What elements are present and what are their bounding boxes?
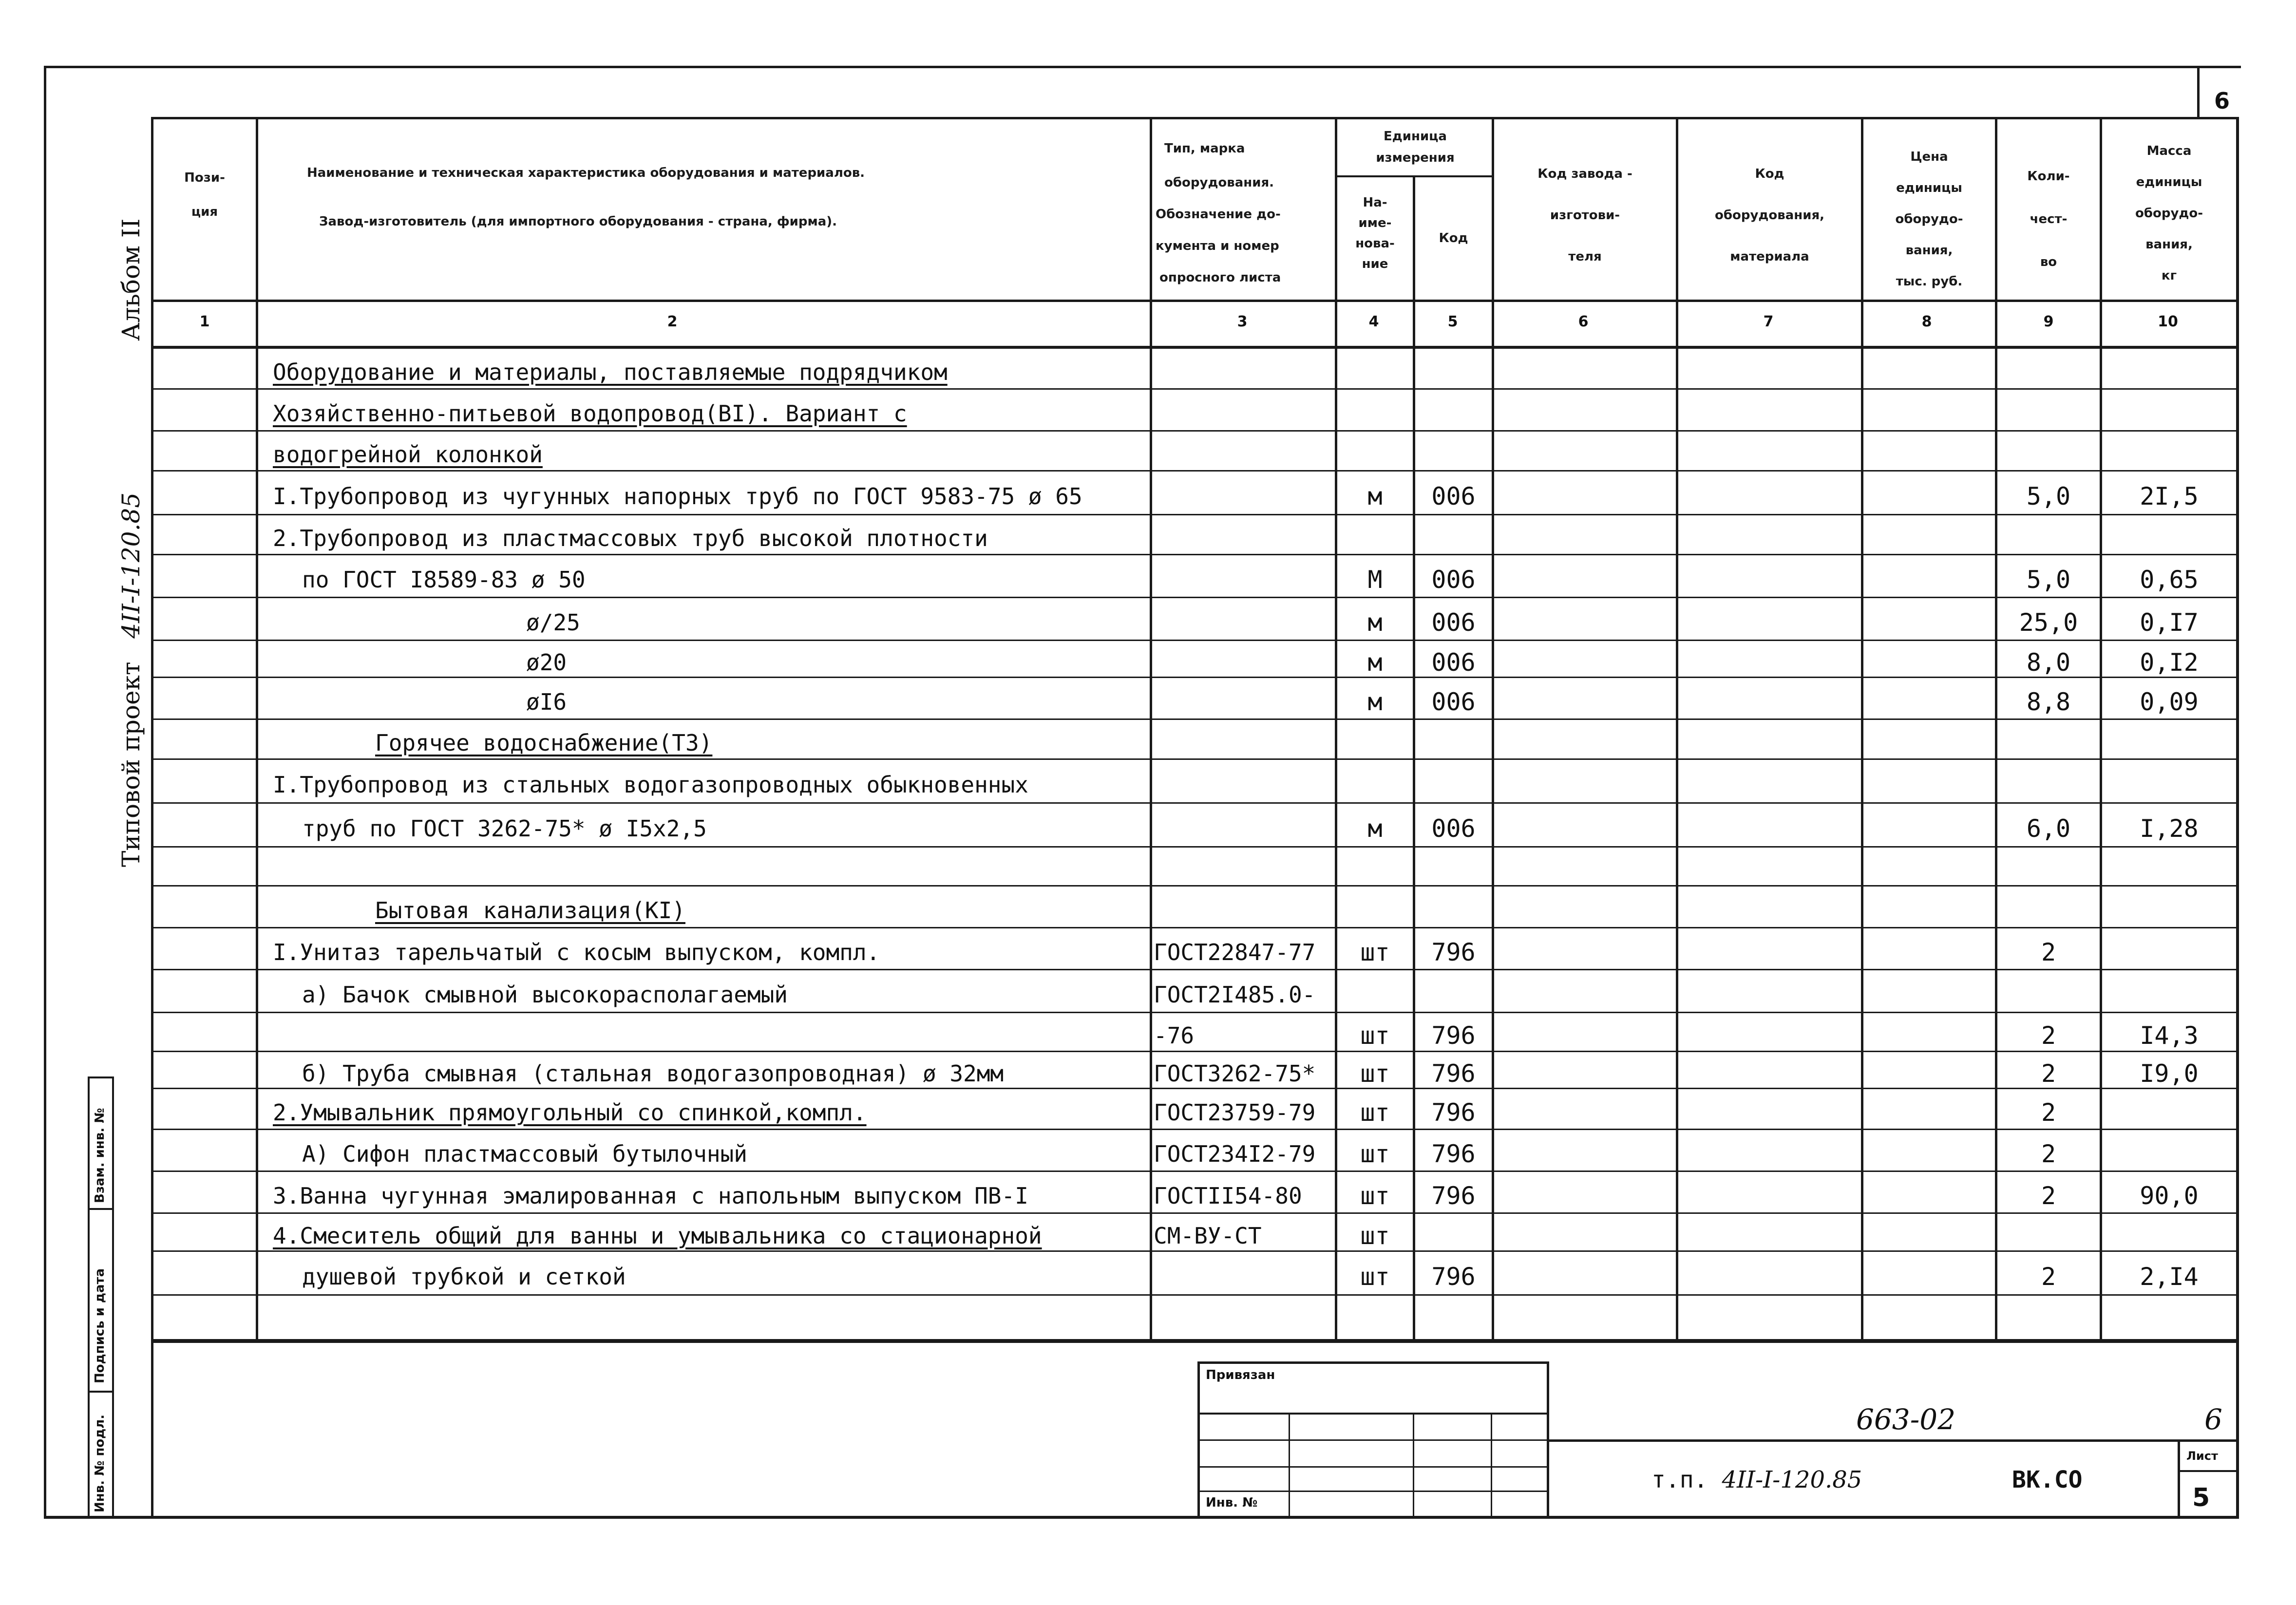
- hdr-quantity: Коли- чест- во: [2027, 169, 2070, 269]
- tb-main-top: [1548, 1439, 2239, 1442]
- hdr-type-line4: кумента и номер: [1156, 239, 1279, 253]
- row-qty: 2: [2041, 1182, 2056, 1210]
- hdr-unit-group: Единица измерения: [1376, 129, 1455, 165]
- row-name: 2.Умывальник прямоугольный со спинкой,компл.: [273, 1099, 867, 1126]
- row-name: а) Бачок смывной высокорасполагаемый: [302, 982, 788, 1008]
- row-name: душевой трубкой и сеткой: [302, 1264, 626, 1290]
- row-name: водогрейной колонкой: [273, 441, 543, 468]
- inner-frame-left: [151, 117, 153, 1517]
- row-divider: [151, 640, 2239, 641]
- hdr-factory-code: Код завода - изготови- теля: [1537, 167, 1632, 264]
- row-unit: шт: [1360, 1021, 1390, 1050]
- row-unit: М: [1367, 566, 1383, 594]
- row-divider: [151, 885, 2239, 887]
- row-mass: 90,0: [2140, 1182, 2199, 1210]
- typical-project-text: Типовой проект: [117, 661, 145, 867]
- album-label: Альбом II: [117, 218, 145, 341]
- header-bottom: [151, 300, 2239, 302]
- tb-sheet-handwritten: 6: [2204, 1403, 2222, 1436]
- row-name: øI6: [526, 689, 567, 715]
- row-name: по ГОСТ I8589-83 ø 50: [302, 566, 586, 593]
- row-divider: [151, 718, 2239, 720]
- hdr-equipment-code: Код оборудования, материала: [1714, 167, 1825, 264]
- row-name: б) Труба смывная (стальная водогазопроводная) ø 32мм: [302, 1060, 1004, 1087]
- col-line-5: [1492, 117, 1494, 1342]
- row-qty: 2: [2041, 1021, 2056, 1050]
- row-qty: 5,0: [2026, 482, 2071, 510]
- sheet-box-left: [2197, 66, 2200, 119]
- tb-inv-no: Инв. №: [1206, 1495, 1258, 1510]
- table-bottom: [151, 1341, 2239, 1343]
- row-name: А) Сифон пластмассовый бутылочный: [302, 1141, 747, 1167]
- tb-sheet-label: Лист: [2186, 1449, 2218, 1463]
- col-line-6: [1676, 117, 1678, 1342]
- hdr-unit-mass: Масса единицы оборудо- вания, кг: [2135, 144, 2203, 283]
- row-name: 2.Трубопровод из пластмассовых труб высокой плотности: [273, 525, 988, 551]
- row-mass: I,28: [2140, 814, 2199, 843]
- row-type: ГОСТ2I485.0-: [1154, 982, 1316, 1008]
- row-name: Хозяйственно-питьевой водопровод(BI). Вариант с: [273, 400, 907, 427]
- row-qty: 8,0: [2026, 648, 2071, 677]
- tb-v3: [1491, 1413, 1492, 1517]
- hdr-unit-price: Цена единицы оборудо- вания, тыс. руб.: [1895, 150, 1963, 289]
- row-unit: шт: [1360, 1263, 1390, 1291]
- row-divider: [151, 758, 2239, 760]
- row-unit: шт: [1360, 1098, 1390, 1127]
- row-unit: м: [1367, 648, 1383, 677]
- row-divider: [151, 1294, 2239, 1296]
- row-name: Горячее водоснабжение(ТЗ): [375, 730, 713, 756]
- row-name: ø/25: [526, 609, 580, 636]
- row-name: I.Унитаз тарельчатый с косым выпуском, компл.: [273, 939, 880, 965]
- row-unit: м: [1367, 814, 1383, 843]
- row-code: 796: [1431, 1263, 1476, 1291]
- row-qty: 5,0: [2026, 566, 2071, 594]
- colnum-1: 1: [199, 313, 210, 330]
- stamp-sep-3: [88, 1391, 114, 1393]
- row-code: 796: [1431, 938, 1476, 966]
- row-unit: шт: [1360, 938, 1390, 966]
- stamp-sep-2: [88, 1208, 114, 1210]
- row-qty: 25,0: [2019, 608, 2078, 637]
- tb-doc-number: 663-02: [1856, 1403, 1956, 1436]
- tb-sheet-value: 5: [2192, 1483, 2210, 1512]
- row-divider: [151, 677, 2239, 678]
- row-unit: шт: [1360, 1222, 1390, 1250]
- col-line-2: [1150, 117, 1152, 1342]
- row-code: 006: [1431, 814, 1476, 843]
- tb-top: [1197, 1361, 1548, 1364]
- row-divider: [151, 470, 2239, 472]
- frame-top-table: [151, 117, 2239, 119]
- col-line-9: [2100, 117, 2102, 1342]
- tb-h3: [1197, 1466, 1548, 1468]
- row-mass: 0,I2: [2140, 648, 2199, 677]
- hdr-position: Пози- ция: [184, 170, 225, 219]
- row-divider: [151, 597, 2239, 598]
- col-line-7: [1861, 117, 1863, 1342]
- hdr-type-line1: Тип, марка: [1164, 141, 1245, 156]
- row-mass: 2,I4: [2140, 1263, 2199, 1291]
- tb-v1: [1289, 1413, 1290, 1517]
- row-qty: 2: [2041, 938, 2056, 966]
- tb-project-ref-prefix: т.п.: [1651, 1466, 1708, 1493]
- frame-right: [2236, 117, 2239, 1517]
- typical-project-label: [117, 492, 145, 867]
- outer-frame-left: [44, 66, 46, 1517]
- tb-privyazan: Привязан: [1206, 1368, 1275, 1382]
- row-divider: [151, 514, 2239, 515]
- row-qty: 8,8: [2026, 688, 2071, 716]
- row-divider: [151, 388, 2239, 390]
- tb-h2: [1197, 1439, 1548, 1441]
- row-divider: [151, 969, 2239, 970]
- row-code: 796: [1431, 1182, 1476, 1210]
- row-divider: [151, 554, 2239, 555]
- row-unit: м: [1367, 608, 1383, 637]
- row-type: СМ-ВУ-СТ: [1154, 1223, 1262, 1249]
- row-qty: 2: [2041, 1140, 2056, 1168]
- colnum-6: 6: [1578, 313, 1589, 330]
- row-code: 006: [1431, 608, 1476, 637]
- row-code: 796: [1431, 1098, 1476, 1127]
- row-unit: м: [1367, 688, 1383, 716]
- row-qty: 2: [2041, 1098, 2056, 1127]
- hdr-type-line3: Обозначение до-: [1156, 207, 1281, 222]
- row-type: ГОСТ23759-79: [1154, 1099, 1316, 1126]
- tb-h1: [1197, 1413, 1548, 1415]
- row-code: 796: [1431, 1059, 1476, 1088]
- row-code: 796: [1431, 1140, 1476, 1168]
- row-divider: [151, 802, 2239, 804]
- row-mass: I4,3: [2140, 1021, 2199, 1050]
- row-name: I.Трубопровод из чугунных напорных труб по ГОСТ 9583-75 ø 65: [273, 483, 1082, 510]
- row-type: ГОСТ234I2-79: [1154, 1141, 1316, 1167]
- tb-h4: [1197, 1491, 1548, 1492]
- row-unit: м: [1367, 482, 1383, 510]
- row-divider: [151, 1129, 2239, 1130]
- row-qty: 6,0: [2026, 814, 2071, 843]
- colnum-9: 9: [2043, 313, 2054, 330]
- tb-v2: [1413, 1413, 1414, 1517]
- colnum-7: 7: [1763, 313, 1774, 330]
- row-name: 4.Смеситель общий для ванны и умывальника со стационарной: [273, 1223, 1042, 1249]
- row-mass: 0,65: [2140, 566, 2199, 594]
- row-divider: [151, 927, 2239, 928]
- colnum-5: 5: [1447, 313, 1458, 330]
- row-code: 796: [1431, 1021, 1476, 1050]
- hdr-type-line2: оборудования.: [1164, 175, 1274, 190]
- col-line-1: [256, 117, 258, 1342]
- sheet-number-top: 6: [2214, 88, 2230, 114]
- row-code: 006: [1431, 482, 1476, 510]
- hdr-name-line1: Наименование и техническая характеристика оборудования и материалов.: [307, 166, 865, 180]
- row-divider: [151, 430, 2239, 432]
- row-name: I.Трубопровод из стальных водогазопроводных обыкновенных: [273, 772, 1028, 798]
- hdr-unit-name: На- име- нова- ние: [1355, 195, 1395, 271]
- stamp-podpis-data: Подпись и дата: [93, 1268, 107, 1383]
- row-type: ГОСТ22847-77: [1154, 939, 1316, 965]
- row-code: 006: [1431, 566, 1476, 594]
- row-type: -76: [1154, 1022, 1195, 1049]
- row-name: Оборудование и материалы, поставляемые подрядчиком: [273, 359, 948, 385]
- frame-bottom: [44, 1516, 2239, 1519]
- row-divider: [151, 1012, 2239, 1013]
- project-code-vertical: 4II-I-120.85: [117, 492, 145, 639]
- row-divider: [151, 1212, 2239, 1214]
- row-divider: [151, 1051, 2239, 1052]
- row-mass: 2I,5: [2140, 482, 2199, 510]
- tb-sheet-sep: [2178, 1470, 2239, 1472]
- stamp-right: [112, 1076, 114, 1517]
- colnum-8: 8: [1921, 313, 1932, 330]
- stamp-mid: [88, 1076, 90, 1517]
- hdr-unit-code: Код: [1439, 231, 1468, 245]
- stamp-sep-1: [88, 1076, 114, 1078]
- row-name: 3.Ванна чугунная эмалированная с напольным выпуском ПВ-I: [273, 1183, 1028, 1209]
- stamp-inv-podl: Инв. № подл.: [93, 1414, 107, 1512]
- row-mass: I9,0: [2140, 1059, 2199, 1088]
- outer-frame-top: [44, 66, 2241, 68]
- row-divider: [151, 1171, 2239, 1172]
- row-divider: [151, 846, 2239, 848]
- row-unit: шт: [1360, 1140, 1390, 1168]
- hdr-type-line5: опросного листа: [1159, 270, 1281, 285]
- row-mass: 0,I7: [2140, 608, 2199, 637]
- row-name: труб по ГОСТ 3262-75* ø I5x2,5: [302, 815, 707, 842]
- colnum-10: 10: [2158, 313, 2178, 330]
- tb-project-ref: [1651, 1466, 1862, 1493]
- colnum-2: 2: [667, 313, 678, 330]
- tb-project-ref-value: 4II-I-120.85: [1722, 1466, 1862, 1493]
- row-qty: 2: [2041, 1059, 2056, 1088]
- row-code: 006: [1431, 648, 1476, 677]
- row-unit: шт: [1360, 1182, 1390, 1210]
- row-type: ГОСТ3262-75*: [1154, 1060, 1316, 1087]
- row-divider: [151, 1250, 2239, 1252]
- row-code: 006: [1431, 688, 1476, 716]
- colnum-bottom: [151, 346, 2239, 349]
- row-mass: 0,09: [2140, 688, 2199, 716]
- row-qty: 2: [2041, 1263, 2056, 1291]
- row-type: ГОСТII54-80: [1154, 1183, 1302, 1209]
- tb-mark: ВК.СО: [2012, 1466, 2083, 1493]
- row-name: ø20: [526, 649, 567, 676]
- row-name: Бытовая канализация(КI): [375, 897, 685, 924]
- colnum-3: 3: [1237, 313, 1248, 330]
- colnum-4: 4: [1368, 313, 1379, 330]
- hdr-name-line2: Завод-изготовитель (для импортного оборудования - страна, фирма).: [319, 214, 837, 229]
- stamp-vzam-inv: Взам. инв. №: [93, 1108, 107, 1203]
- row-unit: шт: [1360, 1059, 1390, 1088]
- tb-sheet-left: [2178, 1442, 2180, 1517]
